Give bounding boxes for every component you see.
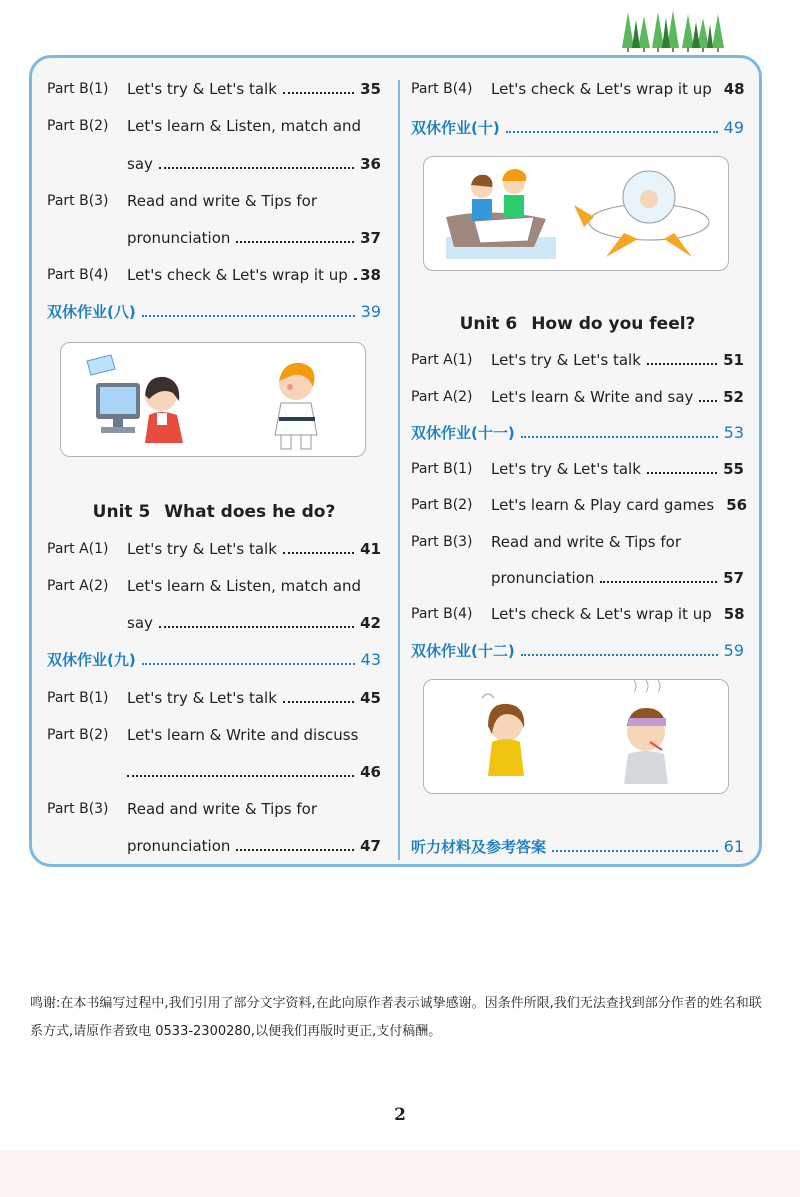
toc-entry[interactable]: Part B(1) Let's try & Let's talk 45 [47,689,381,707]
toc-entry[interactable]: Part B(4) Let's check & Let's wrap it up 58 [411,605,745,623]
toc-entry-continuation[interactable]: 46 [47,761,381,783]
toc-entry[interactable]: Part B(1) Let's try & Let's talk 35 [47,80,381,98]
unit-6-heading: Unit 6 How do you feel? [459,314,696,334]
leader-dots [283,552,354,554]
answers-entry[interactable]: 听力材料及参考答案 61 [411,837,744,856]
leader-dots [127,775,354,777]
toc-entry[interactable]: Part A(1) Let's try & Let's talk 41 [47,540,381,558]
leader-dots [699,400,717,402]
leader-dots [552,850,718,852]
illustration-boat-airplane [424,157,728,270]
leader-dots [236,241,354,243]
weekend-homework-entry[interactable]: 双休作业(十二) 59 [411,641,744,660]
leader-dots [647,472,717,474]
toc-entry-continuation[interactable]: say 42 [127,614,381,632]
weekend-homework-entry[interactable]: 双休作业(十一) 53 [411,423,744,442]
toc-entry[interactable]: Part A(1) Let's try & Let's talk 51 [411,351,744,369]
leader-dots [159,167,354,169]
toc-entry[interactable]: Part B(2) Let's learn & Write and discuss [47,726,359,744]
page-number: 2 [394,1105,406,1125]
bottom-band [0,1150,800,1197]
toc-entry[interactable]: Part B(4) Let's check & Let's wrap it up 38 [47,266,381,284]
leader-dots [283,701,354,703]
toc-entry[interactable]: Part B(4) Let's check & Let's wrap it up 48 [411,80,745,98]
tree-decoration [622,10,730,52]
toc-entry[interactable]: Part B(2) Let's learn & Listen, match and [47,117,362,135]
illustration-girl-computer-karate [61,343,365,456]
toc-entry[interactable]: Part A(2) Let's learn & Write and say 52 [411,388,744,406]
illustration-box [423,679,729,794]
leader-dots [142,663,355,665]
toc-entry-continuation[interactable]: pronunciation 47 [127,837,381,855]
acknowledgement-note: 鸣谢:在本书编写过程中,我们引用了部分文字资料,在此向原作者表示诚挚感谢。因条件所限,我们无法查找到部分作者的姓名和联系方式,请原作者致电 0533-2300280,以便我们再版时更正,支付稿酬。 [30,996,762,1039]
toc-entry-continuation[interactable]: pronunciation 57 [491,569,744,587]
leader-dots [283,92,354,94]
illustration-feelings [424,680,728,793]
toc-entry[interactable]: Part B(3) Read and write & Tips for [411,533,681,551]
unit-5-heading: Unit 5 What does he do? [92,502,336,522]
column-divider [398,80,400,860]
leader-dots [600,581,717,583]
leader-dots [521,436,718,438]
weekend-homework-entry[interactable]: 双休作业(八) 39 [47,302,381,321]
illustration-box [60,342,366,457]
leader-dots [647,363,717,365]
leader-dots [236,849,354,851]
leader-dots [159,626,354,628]
leader-dots [506,131,718,133]
toc-entry[interactable]: Part A(2) Let's learn & Listen, match and [47,577,362,595]
weekend-homework-entry[interactable]: 双休作业(十) 49 [411,118,744,137]
illustration-box [423,156,729,271]
toc-entry[interactable]: Part B(3) Read and write & Tips for [47,800,317,818]
toc-entry[interactable]: Part B(3) Read and write & Tips for [47,192,317,210]
leader-dots [142,315,355,317]
toc-entry[interactable]: Part B(2) Let's learn & Play card games 56 [411,496,748,514]
toc-entry-continuation[interactable]: say 36 [127,155,381,173]
toc-entry-continuation[interactable]: pronunciation 37 [127,229,381,247]
weekend-homework-entry[interactable]: 双休作业(九) 43 [47,650,381,669]
leader-dots [521,654,718,656]
toc-entry[interactable]: Part B(1) Let's try & Let's talk 55 [411,460,744,478]
